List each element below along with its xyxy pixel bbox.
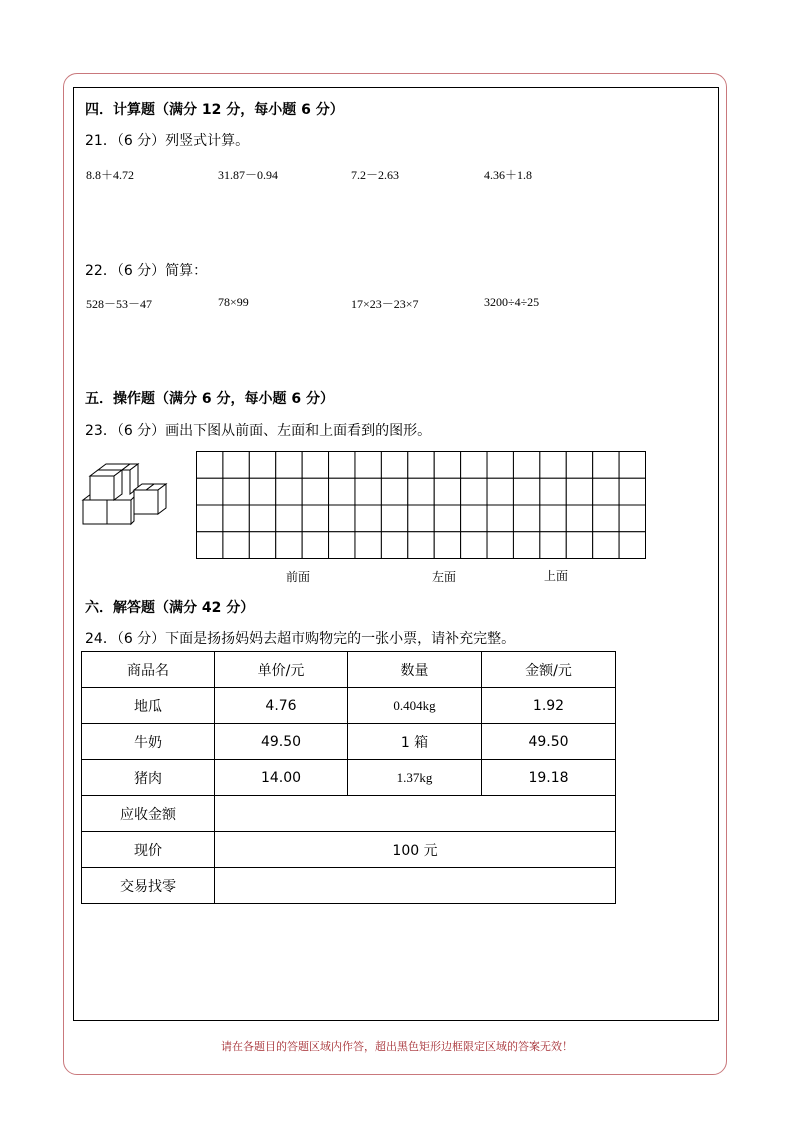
q22-expression: 528－53－47 bbox=[86, 297, 153, 311]
view-label-top: 上面 bbox=[544, 569, 569, 583]
grid-cell[interactable] bbox=[381, 505, 407, 532]
summary-label-cell: 现价 bbox=[82, 832, 215, 868]
grid-cell[interactable] bbox=[461, 452, 487, 479]
grid-cell[interactable] bbox=[223, 532, 249, 559]
header-cell: 数量 bbox=[348, 652, 482, 688]
quantity-cell: 0.404kg bbox=[348, 688, 482, 724]
grid-cell[interactable] bbox=[249, 505, 275, 532]
grid-cell[interactable] bbox=[223, 452, 249, 479]
grid-cell[interactable] bbox=[302, 478, 328, 505]
grid-cell[interactable] bbox=[329, 532, 355, 559]
grid-cell[interactable] bbox=[329, 478, 355, 505]
grid-cell[interactable] bbox=[408, 532, 434, 559]
grid-cell[interactable] bbox=[276, 505, 302, 532]
grid-cell[interactable] bbox=[566, 505, 592, 532]
grid-cell[interactable] bbox=[355, 452, 381, 479]
amount-cell: 49.50 bbox=[482, 724, 616, 760]
item-name-cell: 牛奶 bbox=[82, 724, 215, 760]
table-header-row bbox=[82, 652, 616, 688]
table-row bbox=[82, 688, 616, 724]
header-cell: 商品名 bbox=[82, 652, 215, 688]
grid-cell[interactable] bbox=[434, 452, 460, 479]
cash-paid-cell: 100 元 bbox=[215, 832, 616, 868]
grid-cell[interactable] bbox=[540, 478, 566, 505]
quantity-cell: 1.37kg bbox=[348, 760, 482, 796]
grid-cell[interactable] bbox=[223, 505, 249, 532]
question-24-text: 24．（6 分）下面是扬扬妈妈去超市购物完的一张小票，请补充完整。 bbox=[85, 631, 516, 647]
q21-expression: 7.2－2.63 bbox=[351, 168, 400, 182]
grid-cell[interactable] bbox=[619, 478, 645, 505]
view-label-front: 前面 bbox=[286, 570, 311, 584]
grid-cell[interactable] bbox=[381, 478, 407, 505]
grid-cell[interactable] bbox=[461, 532, 487, 559]
grid-cell[interactable] bbox=[461, 478, 487, 505]
grid-cell[interactable] bbox=[381, 452, 407, 479]
grid-cell[interactable] bbox=[619, 505, 645, 532]
summary-row bbox=[82, 868, 616, 904]
grid-cell[interactable] bbox=[513, 505, 539, 532]
grid-cell[interactable] bbox=[408, 505, 434, 532]
item-name-cell: 猪肉 bbox=[82, 760, 215, 796]
grid-cell[interactable] bbox=[355, 478, 381, 505]
footer-warning: 请在各题目的答题区域内作答，超出黑色矩形边框限定区域的答案无效！ bbox=[221, 1040, 573, 1053]
grid-cell[interactable] bbox=[329, 452, 355, 479]
grid-cell[interactable] bbox=[276, 452, 302, 479]
grid-cell[interactable] bbox=[197, 452, 223, 479]
item-name-cell: 地瓜 bbox=[82, 688, 215, 724]
table-row bbox=[82, 760, 616, 796]
grid-cell[interactable] bbox=[434, 532, 460, 559]
q22-expression: 3200÷4÷25 bbox=[484, 295, 540, 309]
q21-expression: 8.8＋4.72 bbox=[86, 168, 135, 182]
grid-cell[interactable] bbox=[513, 532, 539, 559]
receipt-table bbox=[81, 651, 616, 904]
grid-cell[interactable] bbox=[593, 532, 619, 559]
grid-cell[interactable] bbox=[593, 505, 619, 532]
grid-cell[interactable] bbox=[513, 452, 539, 479]
grid-cell[interactable] bbox=[461, 505, 487, 532]
summary-label-cell: 应收金额 bbox=[82, 796, 215, 832]
header-cell: 金额/元 bbox=[482, 652, 616, 688]
grid-cell[interactable] bbox=[540, 505, 566, 532]
section-4-heading: 四．计算题（满分 12 分，每小题 6 分） bbox=[85, 102, 344, 118]
grid-cell[interactable] bbox=[434, 505, 460, 532]
grid-cell[interactable] bbox=[223, 478, 249, 505]
grid-cell[interactable] bbox=[329, 505, 355, 532]
grid-cell[interactable] bbox=[487, 505, 513, 532]
grid-cell[interactable] bbox=[276, 532, 302, 559]
grid-cell[interactable] bbox=[487, 478, 513, 505]
grid-cell[interactable] bbox=[302, 505, 328, 532]
grid-cell[interactable] bbox=[249, 452, 275, 479]
grid-cell[interactable] bbox=[540, 452, 566, 479]
grid-cell[interactable] bbox=[197, 505, 223, 532]
quantity-cell: 1 箱 bbox=[348, 724, 482, 760]
unit-price-cell: 4.76 bbox=[215, 688, 348, 724]
table-row bbox=[82, 724, 616, 760]
section-5-heading: 五．操作题（满分 6 分，每小题 6 分） bbox=[85, 391, 334, 407]
unit-price-cell: 49.50 bbox=[215, 724, 348, 760]
change-answer-cell[interactable] bbox=[215, 868, 616, 904]
summary-label-cell: 交易找零 bbox=[82, 868, 215, 904]
grid-cell[interactable] bbox=[540, 532, 566, 559]
grid-cell[interactable] bbox=[197, 532, 223, 559]
summary-row bbox=[82, 796, 616, 832]
cube-stack-figure bbox=[80, 462, 170, 528]
amount-due-answer-cell[interactable] bbox=[215, 796, 616, 832]
grid-cell[interactable] bbox=[276, 478, 302, 505]
drawing-grid[interactable] bbox=[196, 451, 646, 559]
grid-cell[interactable] bbox=[408, 478, 434, 505]
grid-cell[interactable] bbox=[408, 452, 434, 479]
q21-expression: 4.36＋1.8 bbox=[484, 168, 533, 182]
grid-cell[interactable] bbox=[593, 478, 619, 505]
grid-cell[interactable] bbox=[487, 452, 513, 479]
grid-cell[interactable] bbox=[566, 452, 592, 479]
grid-cell[interactable] bbox=[302, 452, 328, 479]
grid-cell[interactable] bbox=[249, 478, 275, 505]
question-22-text: 22．（6 分）简算： bbox=[85, 263, 208, 279]
grid-cell[interactable] bbox=[593, 452, 619, 479]
grid-cell[interactable] bbox=[566, 478, 592, 505]
grid-cell[interactable] bbox=[302, 532, 328, 559]
unit-price-cell: 14.00 bbox=[215, 760, 348, 796]
amount-cell: 19.18 bbox=[482, 760, 616, 796]
amount-cell: 1.92 bbox=[482, 688, 616, 724]
grid-cell[interactable] bbox=[355, 505, 381, 532]
grid-cell[interactable] bbox=[487, 532, 513, 559]
section-6-heading: 六．解答题（满分 42 分） bbox=[85, 600, 255, 616]
grid-cell[interactable] bbox=[434, 478, 460, 505]
header-cell: 单价/元 bbox=[215, 652, 348, 688]
grid-cell[interactable] bbox=[619, 452, 645, 479]
question-21-text: 21．（6 分）列竖式计算。 bbox=[85, 133, 250, 149]
grid-cell[interactable] bbox=[513, 478, 539, 505]
grid-cell[interactable] bbox=[619, 532, 645, 559]
q22-expression: 17×23－23×7 bbox=[351, 297, 419, 311]
view-label-left: 左面 bbox=[432, 570, 457, 584]
grid-cell[interactable] bbox=[566, 532, 592, 559]
summary-row bbox=[82, 832, 616, 868]
grid-cell[interactable] bbox=[249, 532, 275, 559]
grid-cell[interactable] bbox=[197, 478, 223, 505]
question-23-text: 23．（6 分）画出下图从前面、左面和上面看到的图形。 bbox=[85, 423, 432, 439]
q22-expression: 78×99 bbox=[218, 295, 249, 309]
grid-cell[interactable] bbox=[355, 532, 381, 559]
q21-expression: 31.87－0.94 bbox=[218, 168, 279, 182]
grid-cell[interactable] bbox=[381, 532, 407, 559]
